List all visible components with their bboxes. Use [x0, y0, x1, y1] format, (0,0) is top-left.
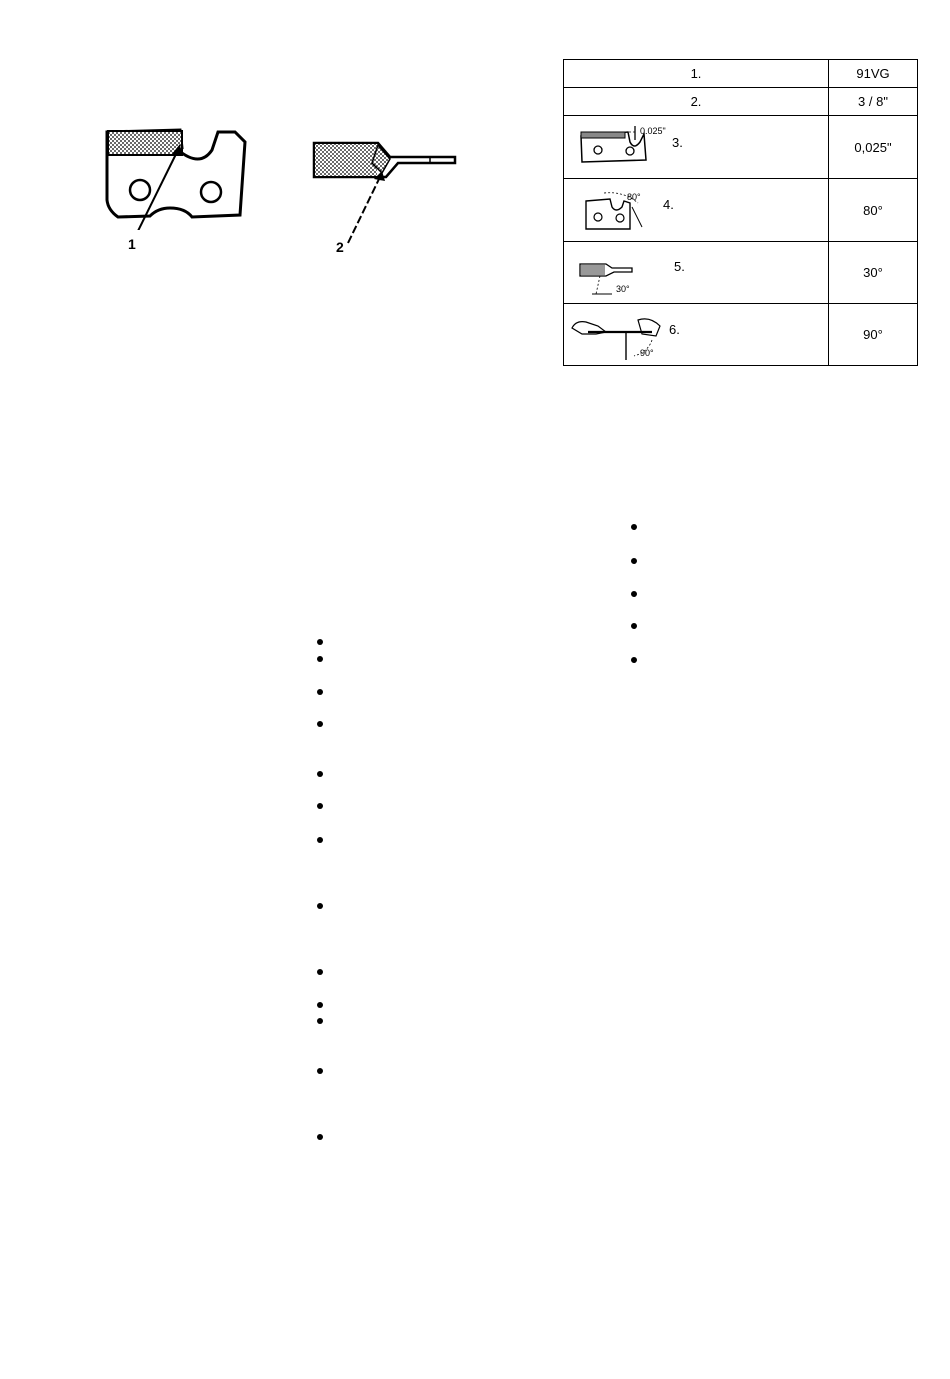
table-row [564, 116, 918, 179]
row-label-cell [564, 116, 829, 179]
bullet-marker [631, 558, 637, 564]
bullet-marker [317, 656, 323, 662]
row-label: 3. [672, 135, 683, 150]
row-value: 90° [829, 304, 918, 366]
bullet-marker [317, 803, 323, 809]
cutter-side-figure [100, 120, 260, 230]
bullet-marker [317, 837, 323, 843]
cutter-top-figure [310, 135, 460, 245]
row-label: 5. [674, 259, 685, 274]
row-value: 91VG [829, 60, 918, 88]
bullet-marker [631, 657, 637, 663]
file-holder-angle-dim: 90° [640, 348, 654, 358]
chain-spec-table [563, 59, 918, 366]
bullet-marker [317, 721, 323, 727]
table-row [564, 179, 918, 242]
table-row [564, 304, 918, 366]
top-plate-angle-dim: 80° [627, 192, 641, 202]
callout-1: 1 [128, 236, 136, 252]
bullet-marker [317, 639, 323, 645]
filing-angle-dim: 30° [616, 284, 630, 294]
bullet-marker [317, 1068, 323, 1074]
table-row [564, 60, 918, 88]
row-label: 1. [690, 66, 702, 81]
row-label: 2. [690, 94, 702, 109]
bullet-marker [317, 1002, 323, 1008]
bullet-marker [631, 591, 637, 597]
row-value: 80° [829, 179, 918, 242]
bullet-marker [317, 689, 323, 695]
row-label-cell [564, 242, 829, 304]
callout-2: 2 [336, 239, 344, 255]
row-value: 3 / 8" [829, 88, 918, 116]
table-row [564, 242, 918, 304]
table-row [564, 88, 918, 116]
row-value: 30° [829, 242, 918, 304]
row-label-cell [564, 304, 829, 366]
bullet-marker [317, 771, 323, 777]
bullet-marker [317, 903, 323, 909]
row-label: 4. [663, 197, 674, 212]
bullet-marker [631, 623, 637, 629]
depth-gauge-dim: 0.025" [640, 126, 666, 136]
row-label-cell [564, 88, 829, 116]
row-label-cell [564, 60, 829, 88]
row-value: 0,025" [829, 116, 918, 179]
bullet-marker [631, 524, 637, 530]
row-label: 6. [669, 322, 680, 337]
bullet-marker [317, 969, 323, 975]
bullet-marker [317, 1018, 323, 1024]
row-label-cell [564, 179, 829, 242]
bullet-marker [317, 1134, 323, 1140]
